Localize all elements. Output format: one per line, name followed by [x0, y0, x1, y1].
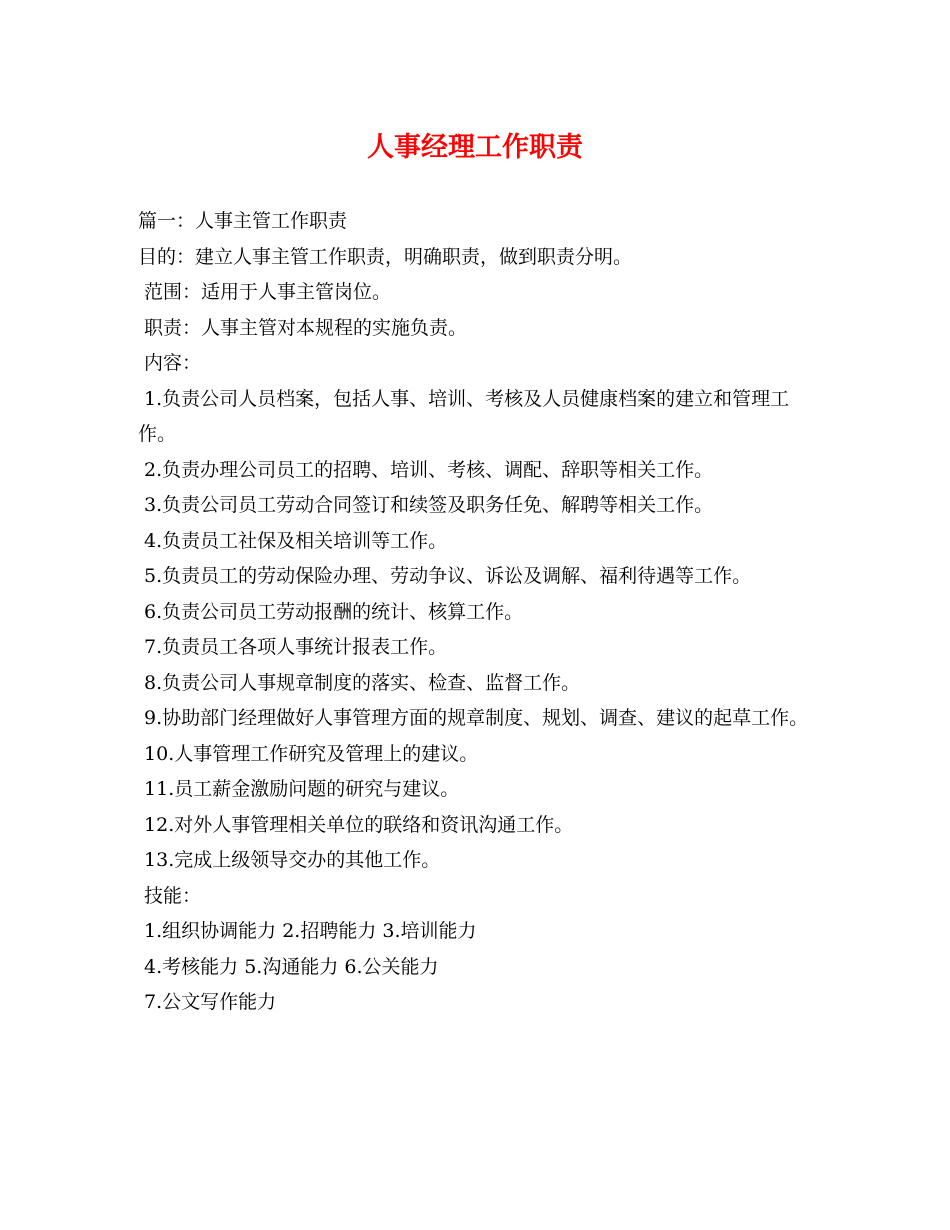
- skills-line-2: 4.考核能力 5.沟通能力 6.公关能力: [138, 955, 439, 978]
- scope-line: 范围：适用于人事主管岗位。: [138, 281, 392, 303]
- document-body: [138, 204, 814, 1021]
- duty-item-3: 3.负责公司员工劳动合同签订和续签及职务任免、解聘等相关工作。: [138, 494, 714, 516]
- duty-item-10: 10.人事管理工作研究及管理上的建议。: [138, 742, 479, 765]
- skills-label: 技能：: [138, 884, 202, 907]
- duty-item-4: 4.负责员工社保及相关培训等工作。: [138, 529, 448, 552]
- section-heading: 篇一：人事主管工作职责: [138, 210, 348, 232]
- purpose-line: 目的：建立人事主管工作职责，明确职责，做到职责分明。: [138, 245, 633, 268]
- duty-item-8: 8.负责公司人事规章制度的落实、检查、监督工作。: [138, 671, 581, 694]
- duty-item-11: 11.员工薪金激励问题的研究与建议。: [138, 778, 460, 800]
- document-title: 人事经理工作职责: [367, 132, 583, 163]
- skills-line-3: 7.公文写作能力: [138, 991, 277, 1013]
- duty-item-5: 5.负责员工的劳动保险办理、劳动争议、诉讼及调解、福利待遇等工作。: [138, 565, 752, 587]
- duty-item-6: 6.负责公司员工劳动报酬的统计、核算工作。: [138, 600, 524, 623]
- duty-item-1: 1.负责公司人员档案，包括人事、培训、考核及人员健康档案的建立和管理工作。: [138, 387, 790, 445]
- duty-item-12: 12.对外人事管理相关单位的联络和资讯沟通工作。: [138, 813, 574, 836]
- duty-item-9: 9.协助部门经理做好人事管理方面的规章制度、规划、调查、建议的起草工作。: [138, 707, 809, 729]
- duty-item-13: 13.完成上级领导交办的其他工作。: [138, 849, 441, 871]
- content-label: 内容：: [138, 352, 202, 374]
- responsibility-line: 职责：人事主管对本规程的实施负责。: [138, 316, 468, 339]
- skills-line-1: 1.组织协调能力 2.招聘能力 3.培训能力: [138, 920, 477, 942]
- duty-item-2: 2.负责办理公司员工的招聘、培训、考核、调配、辞职等相关工作。: [138, 458, 714, 481]
- duty-item-7: 7.负责员工各项人事统计报表工作。: [138, 636, 448, 658]
